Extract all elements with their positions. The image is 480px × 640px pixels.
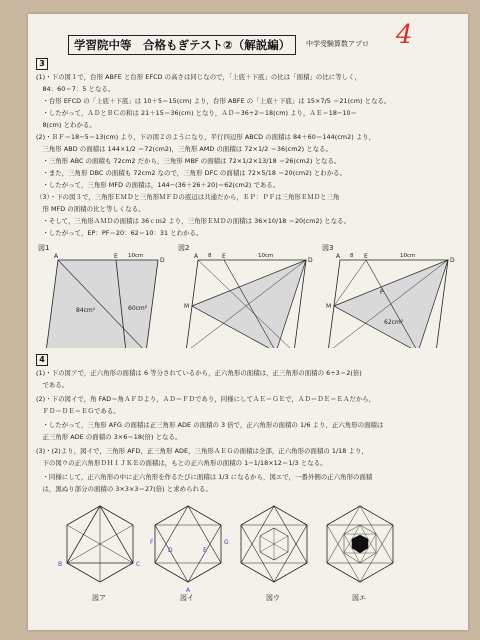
svg-text:10cm: 10cm bbox=[258, 253, 274, 259]
figc-label: 図ウ bbox=[266, 594, 280, 602]
svg-text:E: E bbox=[114, 253, 118, 260]
s3-line-12: 形 MFD の面積の比と等しくなる。 bbox=[36, 205, 145, 213]
header bbox=[68, 34, 296, 55]
svg-text:8: 8 bbox=[208, 253, 212, 259]
figd-label: 図エ bbox=[352, 594, 366, 602]
s3-line-8: ・三角形 ABC の面積も 72cm2 だから，三角形 MBF の面積は 72×1/2×13/18 ＝26(cm2) となる。 bbox=[36, 157, 341, 165]
s3-line-6: (2)・ＢＦ＝18−5＝13(cm) より，下の図２のようになり，平行四辺形 ABCD の面積は 84＋60＝144(cm2) より， bbox=[36, 133, 376, 141]
figure-a bbox=[58, 506, 140, 602]
svg-text:D: D bbox=[308, 257, 313, 264]
fig1-parallelogram bbox=[46, 260, 158, 348]
s3-line-14: ・したがって，EP：PF＝20：62＝10：31 とわかる。 bbox=[36, 229, 203, 237]
svg-text:E: E bbox=[364, 253, 368, 260]
section-4-number: 4 bbox=[36, 354, 48, 366]
svg-text:A: A bbox=[194, 253, 199, 260]
page-title: 学習院中等 合格もぎテスト②（解説編） bbox=[68, 35, 296, 55]
figure-b bbox=[150, 506, 229, 602]
svg-text:60cm²: 60cm² bbox=[128, 305, 148, 312]
s3-line-3: ・台形 EFCD の「上底＋下底」は 10＋5＝15(cm) より，台形 ABFE の「上底＋下底」は 15×7/5 ＝21(cm) となる。 bbox=[36, 97, 391, 105]
svg-text:A: A bbox=[54, 253, 59, 260]
svg-text:A: A bbox=[186, 587, 191, 594]
answer-sheet bbox=[28, 14, 468, 630]
s4-line-10: は，黒ぬり部分の面積の 3×3×3＝27(倍) と求められる。 bbox=[36, 485, 212, 493]
svg-text:62cm²: 62cm² bbox=[384, 319, 404, 326]
svg-text:C: C bbox=[136, 561, 141, 568]
fig3-label: 図3 bbox=[322, 244, 334, 252]
svg-text:A: A bbox=[336, 253, 341, 260]
figure-2 bbox=[178, 243, 313, 348]
svg-text:G: G bbox=[224, 539, 229, 546]
figb-label: 図イ bbox=[180, 594, 194, 602]
s4-line-1: (1)・下の図アで，正六角形の面積は 6 等分されているから，正六角形の面積は，正三角形の面積の 6÷3＝2(倍) bbox=[36, 369, 362, 377]
s3-line-2: 84：60＝7：5 となる。 bbox=[36, 85, 115, 93]
svg-text:E: E bbox=[203, 547, 207, 554]
s4-line-7: (3)・(2)より，図イで，三角形 AFD，正三角形 ADE，三角形ＡＥＧの面積は全部，正六角形の面積の 1/18 より， bbox=[36, 447, 368, 455]
s3-line-7: 三角形 ABD の面積は 144×1/2 ＝72(cm2)，三角形 AMD の面積は 72×1/2 ＝36(cm2) となる。 bbox=[36, 145, 333, 153]
s3-line-10: ・したがって，三角形 MFD の面積は，144−(36＋26＋20)＝62(cm2) である。 bbox=[36, 181, 280, 189]
s4-line-9: ・同様にして，正六角形の中に正六角形を作るたびに面積は 1/3 になるから，図エで，一番外側の正六角形の面積 bbox=[36, 473, 373, 481]
figd-black-hexagon bbox=[352, 535, 368, 553]
section-3-number: 3 bbox=[36, 58, 48, 70]
s4-line-5: ・したがって，三角形 AFG の面積は正三角形 ADE の面積の 3 倍で，正六角形の面積の 1/6 より，正六角形の面積は bbox=[36, 421, 384, 429]
fig1-label: 図1 bbox=[38, 244, 50, 252]
s4-line-3: (2)・下の図イで，角 FAD＝角ＡＦＤより，ＡＤ＝ＦＤであり，同様にしてＡＥ＝ＧＥで，ＡＤ＝ＤＥ＝ＥＡだから， bbox=[36, 395, 376, 403]
svg-text:10cm: 10cm bbox=[400, 253, 416, 259]
svg-text:D: D bbox=[450, 257, 455, 264]
svg-text:84cm²: 84cm² bbox=[76, 307, 96, 314]
figures-row-2 bbox=[28, 500, 468, 620]
svg-text:M: M bbox=[184, 303, 190, 310]
svg-text:8: 8 bbox=[350, 253, 354, 259]
s3-line-11: （3）・下の図３で，三角形ＥＭＤと三角形ＭＦＤの底辺は共通だから，ＥＰ：ＰＦは三角形ＥＭＤと三角 bbox=[36, 193, 340, 201]
svg-text:B: B bbox=[58, 561, 63, 568]
fig2-label: 図2 bbox=[178, 244, 190, 252]
figure-d bbox=[327, 506, 393, 602]
s3-line-9: ・また，三角形 DBC の面積も 72cm2 なので，三角形 DFC の面積は 72×5/18 ＝20(cm2) とわかる。 bbox=[36, 169, 347, 177]
s3-line-13: ・そして，三角形ＡＭＤの面積は 36ｃｍ2 より，三角形ＥＭＤの面積は 36×10/18 ＝20(cm2) となる。 bbox=[36, 217, 351, 225]
figure-3 bbox=[322, 243, 455, 348]
figure-1 bbox=[38, 243, 165, 348]
s3-line-5: 8(cm) とわかる。 bbox=[36, 121, 96, 129]
svg-text:P: P bbox=[380, 289, 384, 296]
s4-line-2: である。 bbox=[36, 381, 69, 389]
svg-text:M: M bbox=[326, 303, 332, 310]
s3-line-1: (1)・下の図１で，台形 ABFE と台形 EFCD の高さは同じなので，「上底＋下底」の比は「面積」の比に等しく， bbox=[36, 73, 361, 81]
svg-text:E: E bbox=[222, 253, 226, 260]
figures-row-1 bbox=[28, 240, 468, 348]
s3-line-4: ・したがって，ＡＤとＢＣの和は 21＋15＝36(cm) となり，ＡＤ＝36÷2＝18(cm) より，ＡＥ＝18−10＝ bbox=[36, 109, 358, 117]
s4-line-4: ＦＤ＝ＤＥ＝ＥＧである。 bbox=[36, 407, 120, 415]
s4-line-6: 正三角形 ADE の面積の 3×6＝18(倍) となる。 bbox=[36, 433, 182, 441]
figa-label: 図ア bbox=[92, 594, 106, 602]
svg-text:10cm: 10cm bbox=[128, 253, 144, 259]
s4-line-8: 下の図ウの正六角形ＤＨＩＪＫＥの面積は，もとの正六角形の面積の 1−1/18×12＝1/3 となる。 bbox=[36, 459, 327, 467]
figure-c bbox=[241, 506, 307, 602]
handwritten-mark: 4 bbox=[396, 20, 413, 50]
svg-text:F: F bbox=[150, 539, 154, 546]
svg-text:D: D bbox=[160, 257, 165, 264]
figb-hexagon bbox=[155, 506, 221, 582]
publisher-name: 中学受験算数アプロ bbox=[306, 40, 369, 48]
svg-text:D: D bbox=[168, 547, 173, 554]
